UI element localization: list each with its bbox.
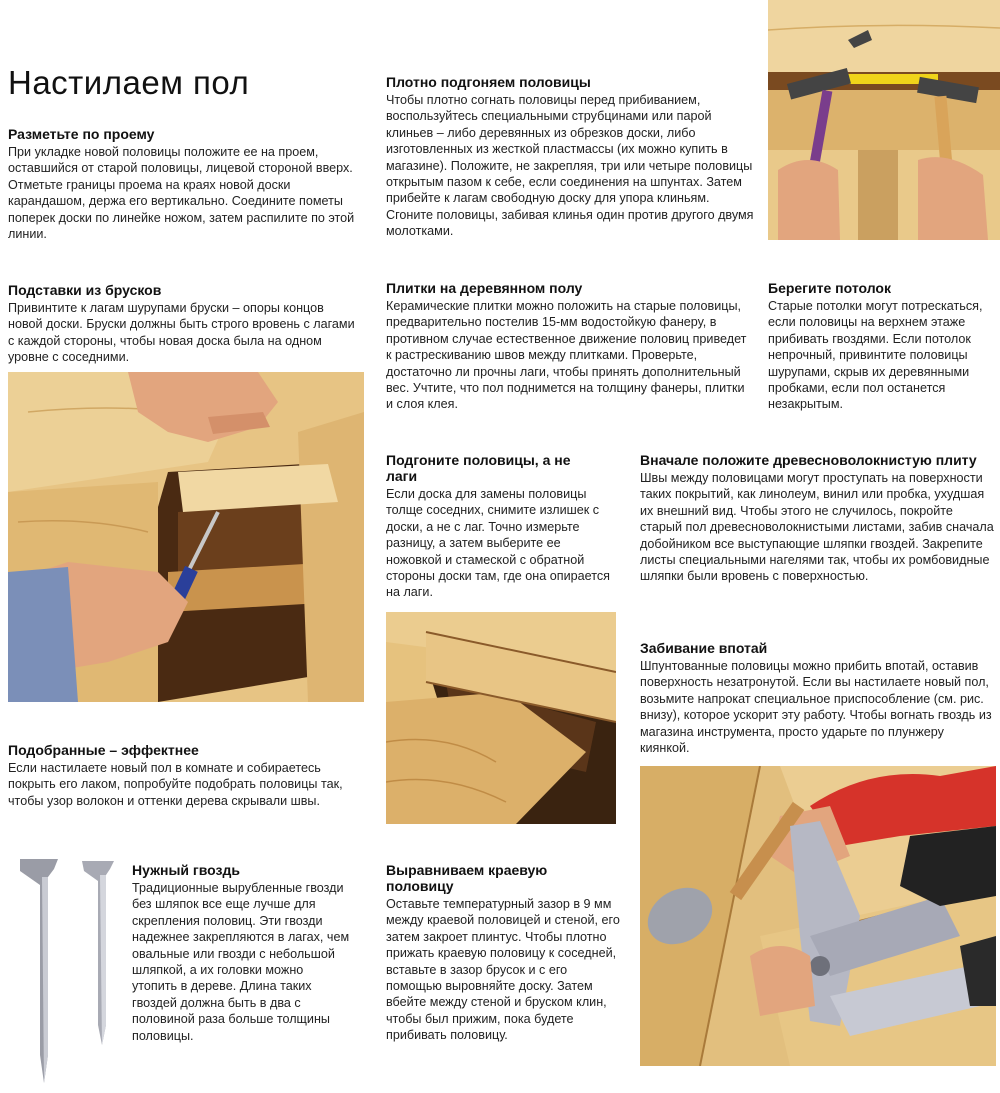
section-heading: Плотно подгоняем половицы: [386, 74, 591, 90]
section-tight-fit: [386, 74, 754, 240]
section-text: Керамические плитки можно положить на старые половицы, предварительно постелив 15-мм водостойкую фанеру, в противном случае естественное движение половиц приведет к растрескиванию швов между плитками. Проверьте, достаточно ли прочны лаги, чтобы принять дополнительный вес. Учтите, что пол поднимется на толщину фанеры, плитки и слоя клея.: [386, 299, 747, 412]
section-supports: [8, 282, 356, 366]
section-ceiling: [768, 280, 996, 413]
section-text: Привинтите к лагам шурупами бруски – опоры концов новой доски. Бруски должны быть строго вровень с лагами с каждой стороны, чтобы новая доска была на одном уровне с соседними.: [8, 301, 355, 365]
section-text: Если настилаете новый пол в комнате и собираетесь покрыть его лаком, попробуйте подобрать половицы так, чтобы узор волокон и оттенки дерева скрывали швы.: [8, 761, 343, 808]
section-heading: Выравниваем краевую половицу: [386, 862, 548, 894]
section-heading: Берегите потолок: [768, 280, 891, 296]
section-mark-opening: [8, 126, 356, 242]
section-heading: Подгоните половицы, а не лаги: [386, 452, 571, 484]
section-heading: Забивание впотай: [640, 640, 768, 656]
section-secret-nailing: [640, 640, 996, 756]
section-text: Шпунтованные половицы можно прибить впотай, оставив поверхность незатронутой. Если вы настилаете новый пол, возьмите напрокат специальное приспособление (см. рис. внизу), которое ускорит эту работу. Чтобы вогнать гвоздь из магазина инструмента, просто ударьте по плунжеру киянкой.: [640, 659, 992, 756]
page-title: Настилаем пол: [8, 64, 250, 101]
photo-floor-nailer: [640, 766, 996, 1066]
section-text: Традиционные вырубленные гвозди без шляпок все еще лучше для скрепления половиц. Эти гвозди надежнее закрепляются в лагах, чем овальные или гвозди с небольшой шляпкой, а их головки можно утопить в дереве. Длина таких гвоздей должна быть в два с половиной раза больше толщины половицы.: [132, 881, 350, 1043]
photo-screwing-support: [8, 372, 364, 702]
section-heading: Нужный гвоздь: [132, 862, 240, 878]
section-heading: Разметьте по проему: [8, 126, 155, 142]
section-matched: [8, 742, 356, 809]
section-heading: Вначале положите древесноволокнистую плиту: [640, 452, 977, 468]
section-text: Старые потолки могут потрескаться, если половицы на верхнем этаже прибивать гвоздями. Если потолок непрочный, привинтите половицы шурупами, скрыв их деревянными пробками, если пол останется незакрытым.: [768, 299, 983, 412]
section-tiles: [386, 280, 748, 413]
section-text: Оставьте температурный зазор в 9 мм между краевой половицей и стеной, его затем закроет плинтус. Чтобы плотно прижать краевую половицу к соседней, вставьте в зазор брусок и с его помощью выровняйте доску. Затем вбейте между стеной и бруском клин, чтобы был прижим, пока будете прибивать половицу.: [386, 897, 620, 1043]
section-heading: Подставки из брусков: [8, 282, 162, 298]
nails-illustration: [14, 855, 114, 1090]
section-text: Швы между половицами могут проступать на поверхности таких покрытий, как линолеум, винил или пробка, ухудшая их внешний вид. Чтобы этого не случилось, покройте старый пол древесноволокнистыми листами, забив сначала добойником все выступающие шляпки гвоздей. Закрепите листы специальными нагелями так, чтобы их ромбовидные шляпки были вровень с поверхностью.: [640, 471, 994, 584]
photo-hammers-wedges: [768, 0, 1000, 240]
section-edge-board: [386, 862, 626, 1044]
section-fit-boards: [386, 452, 612, 601]
section-nail: [132, 862, 350, 1044]
section-text: При укладке новой половицы положите ее на проем, оставшийся от старой половицы, лицевой стороной вверх. Отметьте границы проема на краях новой доски карандашом, держа его вертикально. Соедините пометы поперек доски по линейке ножом, затем распилите по этой линии.: [8, 145, 355, 242]
photo-board-over-joist: [386, 612, 616, 824]
section-heading: Подобранные – эффектнее: [8, 742, 199, 758]
section-fibreboard: [640, 452, 996, 585]
section-text: Если доска для замены половицы толще соседних, снимите излишек с доски, а не с лаг. Точно измерьте разницу, а затем выберите ее ножовкой и стамеской с обратной стороны доски там, где она опирается на лаги.: [386, 487, 610, 600]
section-text: Чтобы плотно согнать половицы перед прибиванием, воспользуйтесь специальными струбцинами или парой клиньев – либо деревянных из обрезков доски, либо изготовленных из жесткой пластмассы (их можно купить в магазине). Положите, не закрепляя, три или четыре половицы открытым пазом к себе, если соединения на шпунтах. Затем прибейте к лагам свободную доску для упора клиньям. Сгоните половицы, забивая клинья один против другого двумя молотками.: [386, 93, 754, 239]
section-heading: Плитки на деревянном полу: [386, 280, 583, 296]
